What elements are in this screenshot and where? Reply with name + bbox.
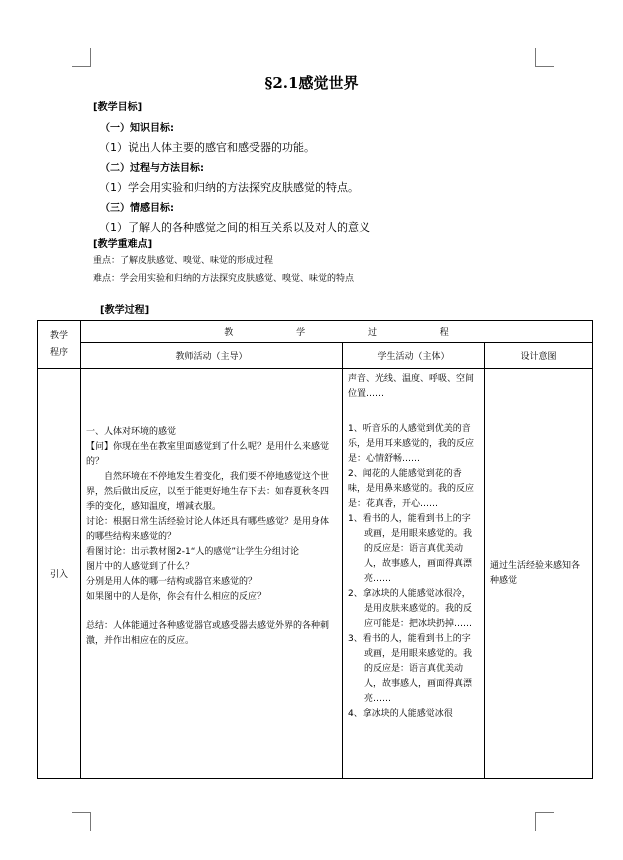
student-item: 2、拿冰块的人能感觉冰很冷，是用皮肤来感觉的。我的反应可能是：把冰块扔掉……: [348, 589, 473, 629]
design-intent-text: 通过生活经验来感知各种感觉: [490, 560, 581, 586]
teacher-line: 分别是用人体的哪一结构或器官来感觉的？: [86, 577, 258, 587]
knowledge-goal-label: （一）知识目标:: [100, 123, 174, 134]
corner-mark-bottom-right: [535, 812, 554, 831]
key-point-text: 重点：了解皮肤感觉、嗅觉、味觉的形成过程: [93, 256, 274, 266]
teacher-line: 如果图中的人是你，你会有什么相应的反应？: [86, 592, 267, 602]
design-intent-cell: [485, 369, 593, 779]
student-item: 4、拿冰块的人能感觉冰很: [348, 709, 453, 719]
teacher-line: 图片中的人感觉到了什么？: [86, 562, 195, 572]
lesson-process-table: [37, 320, 593, 779]
corner-mark-bottom-left: [72, 812, 91, 831]
student-item: 1、听音乐的人感觉到优美的音乐，是用耳来感觉的，我的反应是：心情舒畅……: [348, 424, 475, 464]
process-goal-item: （1）学会用实验和归纳的方法探究皮肤感觉的特点。: [99, 181, 359, 194]
student-activity-cell: [343, 369, 485, 779]
header-program: 教学程序: [38, 321, 81, 369]
student-intro: 声音、光线、温度、呼吸、空间位置……: [348, 374, 475, 399]
page-title: §2.1感觉世界: [264, 74, 359, 92]
key-points-heading: [教学重难点]: [93, 239, 153, 250]
student-item: 2、闻花的人能感觉到花的香味，是用鼻来感觉的。我的反应是：花真香，开心……: [348, 469, 475, 509]
teacher-line: 讨论：根据日常生活经验讨论人体还具有哪些感觉？是用身体的哪些结构来感觉的？: [86, 517, 330, 542]
process-heading: [教学过程]: [100, 305, 150, 316]
teacher-summary: 总结：人体能通过各种感觉器官或感受器去感觉外界的各种刺激，并作出相应在的反应。: [86, 621, 330, 646]
teacher-line: 【问】你现在坐在教室里面感觉到了什么呢？是用什么来感觉的？: [86, 442, 330, 467]
knowledge-goal-item: （1）说出人体主要的感官和感受器的功能。: [99, 141, 315, 154]
difficult-point-text: 难点：学会用实验和归纳的方法探究皮肤感觉、嗅觉、味觉的特点: [93, 274, 355, 284]
teacher-line: 自然环境在不停地发生着变化，我们要不停地感觉这个世界，然后做出反应，以至于能更好地生存下去：如春夏秋冬四季的变化，感知温度，增减衣服。: [86, 472, 330, 512]
student-item: 1、看书的人，能看到书上的字或画，是用眼来感觉的。我的反应是：语言真优美动人，故事感人，画面得真漂亮……: [348, 514, 473, 584]
header-process: 教 学 过 程: [81, 321, 593, 343]
header-design: 设计意图: [485, 343, 593, 369]
student-item: 3、看书的人，能看到书上的字或画，是用眼来感觉的。我的反应是：语言真优美动人，故事感人，画面得真漂亮……: [348, 634, 473, 704]
corner-mark-top-left: [72, 48, 91, 67]
emotion-goal-item: （1）了解人的各种感觉之间的相互关系以及对人的意义: [99, 221, 370, 234]
teacher-activity-cell: [81, 369, 343, 779]
corner-mark-top-right: [535, 48, 554, 67]
process-goal-label: （二）过程与方法目标:: [100, 163, 204, 174]
teacher-line: 看图讨论：出示教材图2-1“人的感觉”让学生分组讨论: [86, 547, 300, 557]
emotion-goal-label: （三）情感目标:: [100, 203, 174, 214]
teacher-line: 一、人体对环境的感觉: [86, 427, 177, 437]
row-label-intro: 引入: [38, 369, 81, 779]
header-student: 学生活动（主体）: [343, 343, 485, 369]
objectives-heading: [教学目标]: [93, 102, 143, 113]
header-teacher: 教师活动（主导）: [81, 343, 343, 369]
